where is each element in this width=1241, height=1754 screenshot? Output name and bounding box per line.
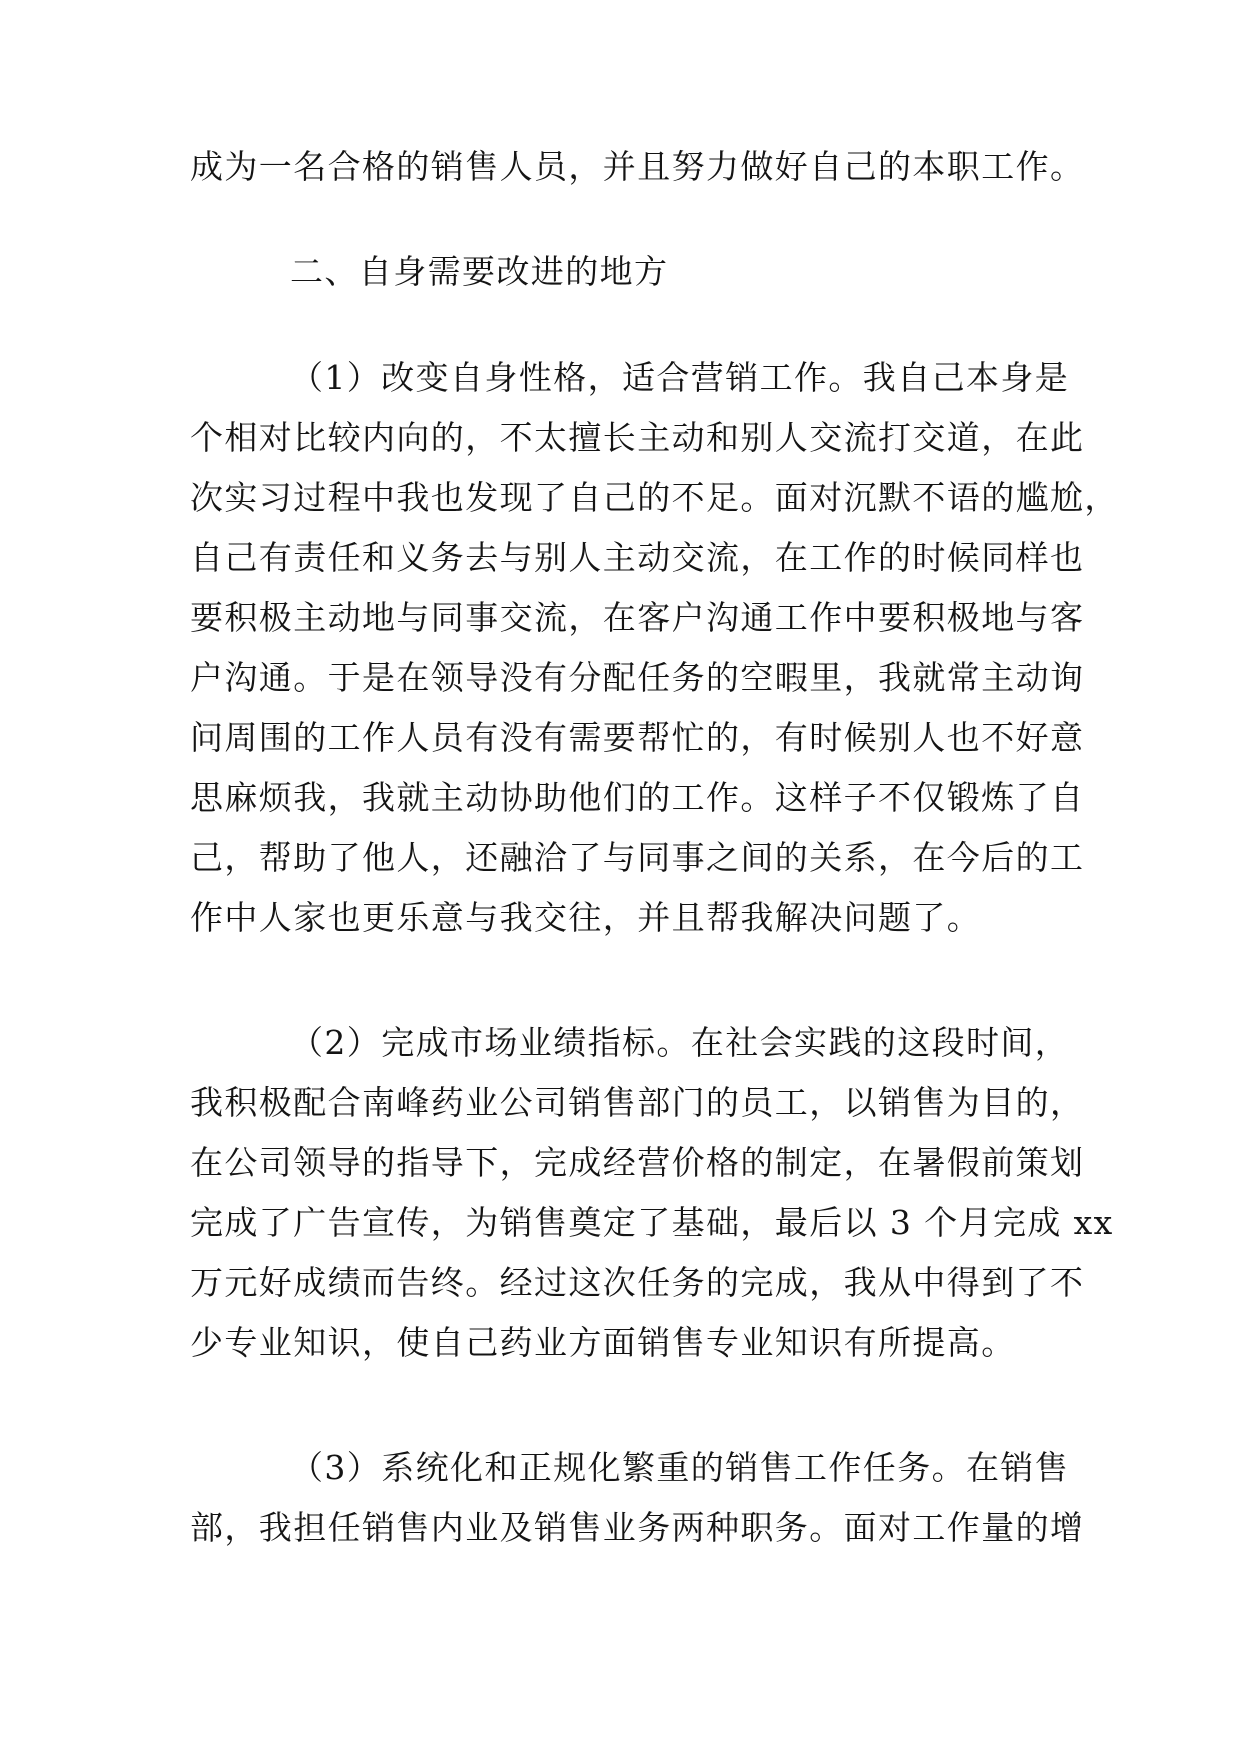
text-line: 少专业知识，使自己药业方面销售专业知识有所提高。 xyxy=(190,1323,1016,1362)
text-line: 次实习过程中我也发现了自己的不足。面对沉默不语的尴尬， xyxy=(190,478,1119,517)
text-line: （3）系统化和正规化繁重的销售工作任务。在销售 xyxy=(290,1448,1070,1487)
text-line: 在公司领导的指导下，完成经营价格的制定，在暑假前策划 xyxy=(190,1143,1085,1182)
text-line: 问周围的工作人员有没有需要帮忙的，有时候别人也不好意 xyxy=(190,718,1085,757)
text-line: （1）改变自身性格，适合营销工作。我自己本身是 xyxy=(290,358,1070,397)
text-line: 思麻烦我，我就主动协助他们的工作。这样子不仅锻炼了自 xyxy=(190,778,1085,817)
text-line: 作中人家也更乐意与我交往，并且帮我解决问题了。 xyxy=(190,898,982,937)
text-line: 己，帮助了他人，还融洽了与同事之间的关系，在今后的工 xyxy=(190,838,1085,877)
paragraph-item-3 xyxy=(190,1438,1085,1558)
text-line: 个相对比较内向的，不太擅长主动和别人交流打交道，在此 xyxy=(190,418,1085,457)
text-line: 部，我担任销售内业及销售业务两种职务。面对工作量的增 xyxy=(190,1508,1085,1547)
text-line: 我积极配合南峰药业公司销售部门的员工，以销售为目的， xyxy=(190,1083,1085,1122)
text-line: 万元好成绩而告终。经过这次任务的完成，我从中得到了不 xyxy=(190,1263,1085,1302)
paragraph-intro-closing xyxy=(190,137,1085,197)
text-line: 户沟通。于是在领导没有分配任务的空暇里，我就常主动询 xyxy=(190,658,1085,697)
section-heading-text: 二、自身需要改进的地方 xyxy=(290,252,669,291)
paragraph-item-2 xyxy=(190,1013,1114,1373)
text-line: 成为一名合格的销售人员，并且努力做好自己的本职工作。 xyxy=(190,147,1085,186)
text-line: 要积极主动地与同事交流，在客户沟通工作中要积极地与客 xyxy=(190,598,1085,637)
section-heading xyxy=(190,242,1050,302)
text-line: 自己有责任和义务去与别人主动交流，在工作的时候同样也 xyxy=(190,538,1085,577)
paragraph-item-1 xyxy=(190,348,1119,948)
text-line: （2）完成市场业绩指标。在社会实践的这段时间， xyxy=(290,1023,1070,1062)
text-line: 完成了广告宣传，为销售奠定了基础，最后以 3 个月完成 xx xyxy=(190,1203,1114,1242)
